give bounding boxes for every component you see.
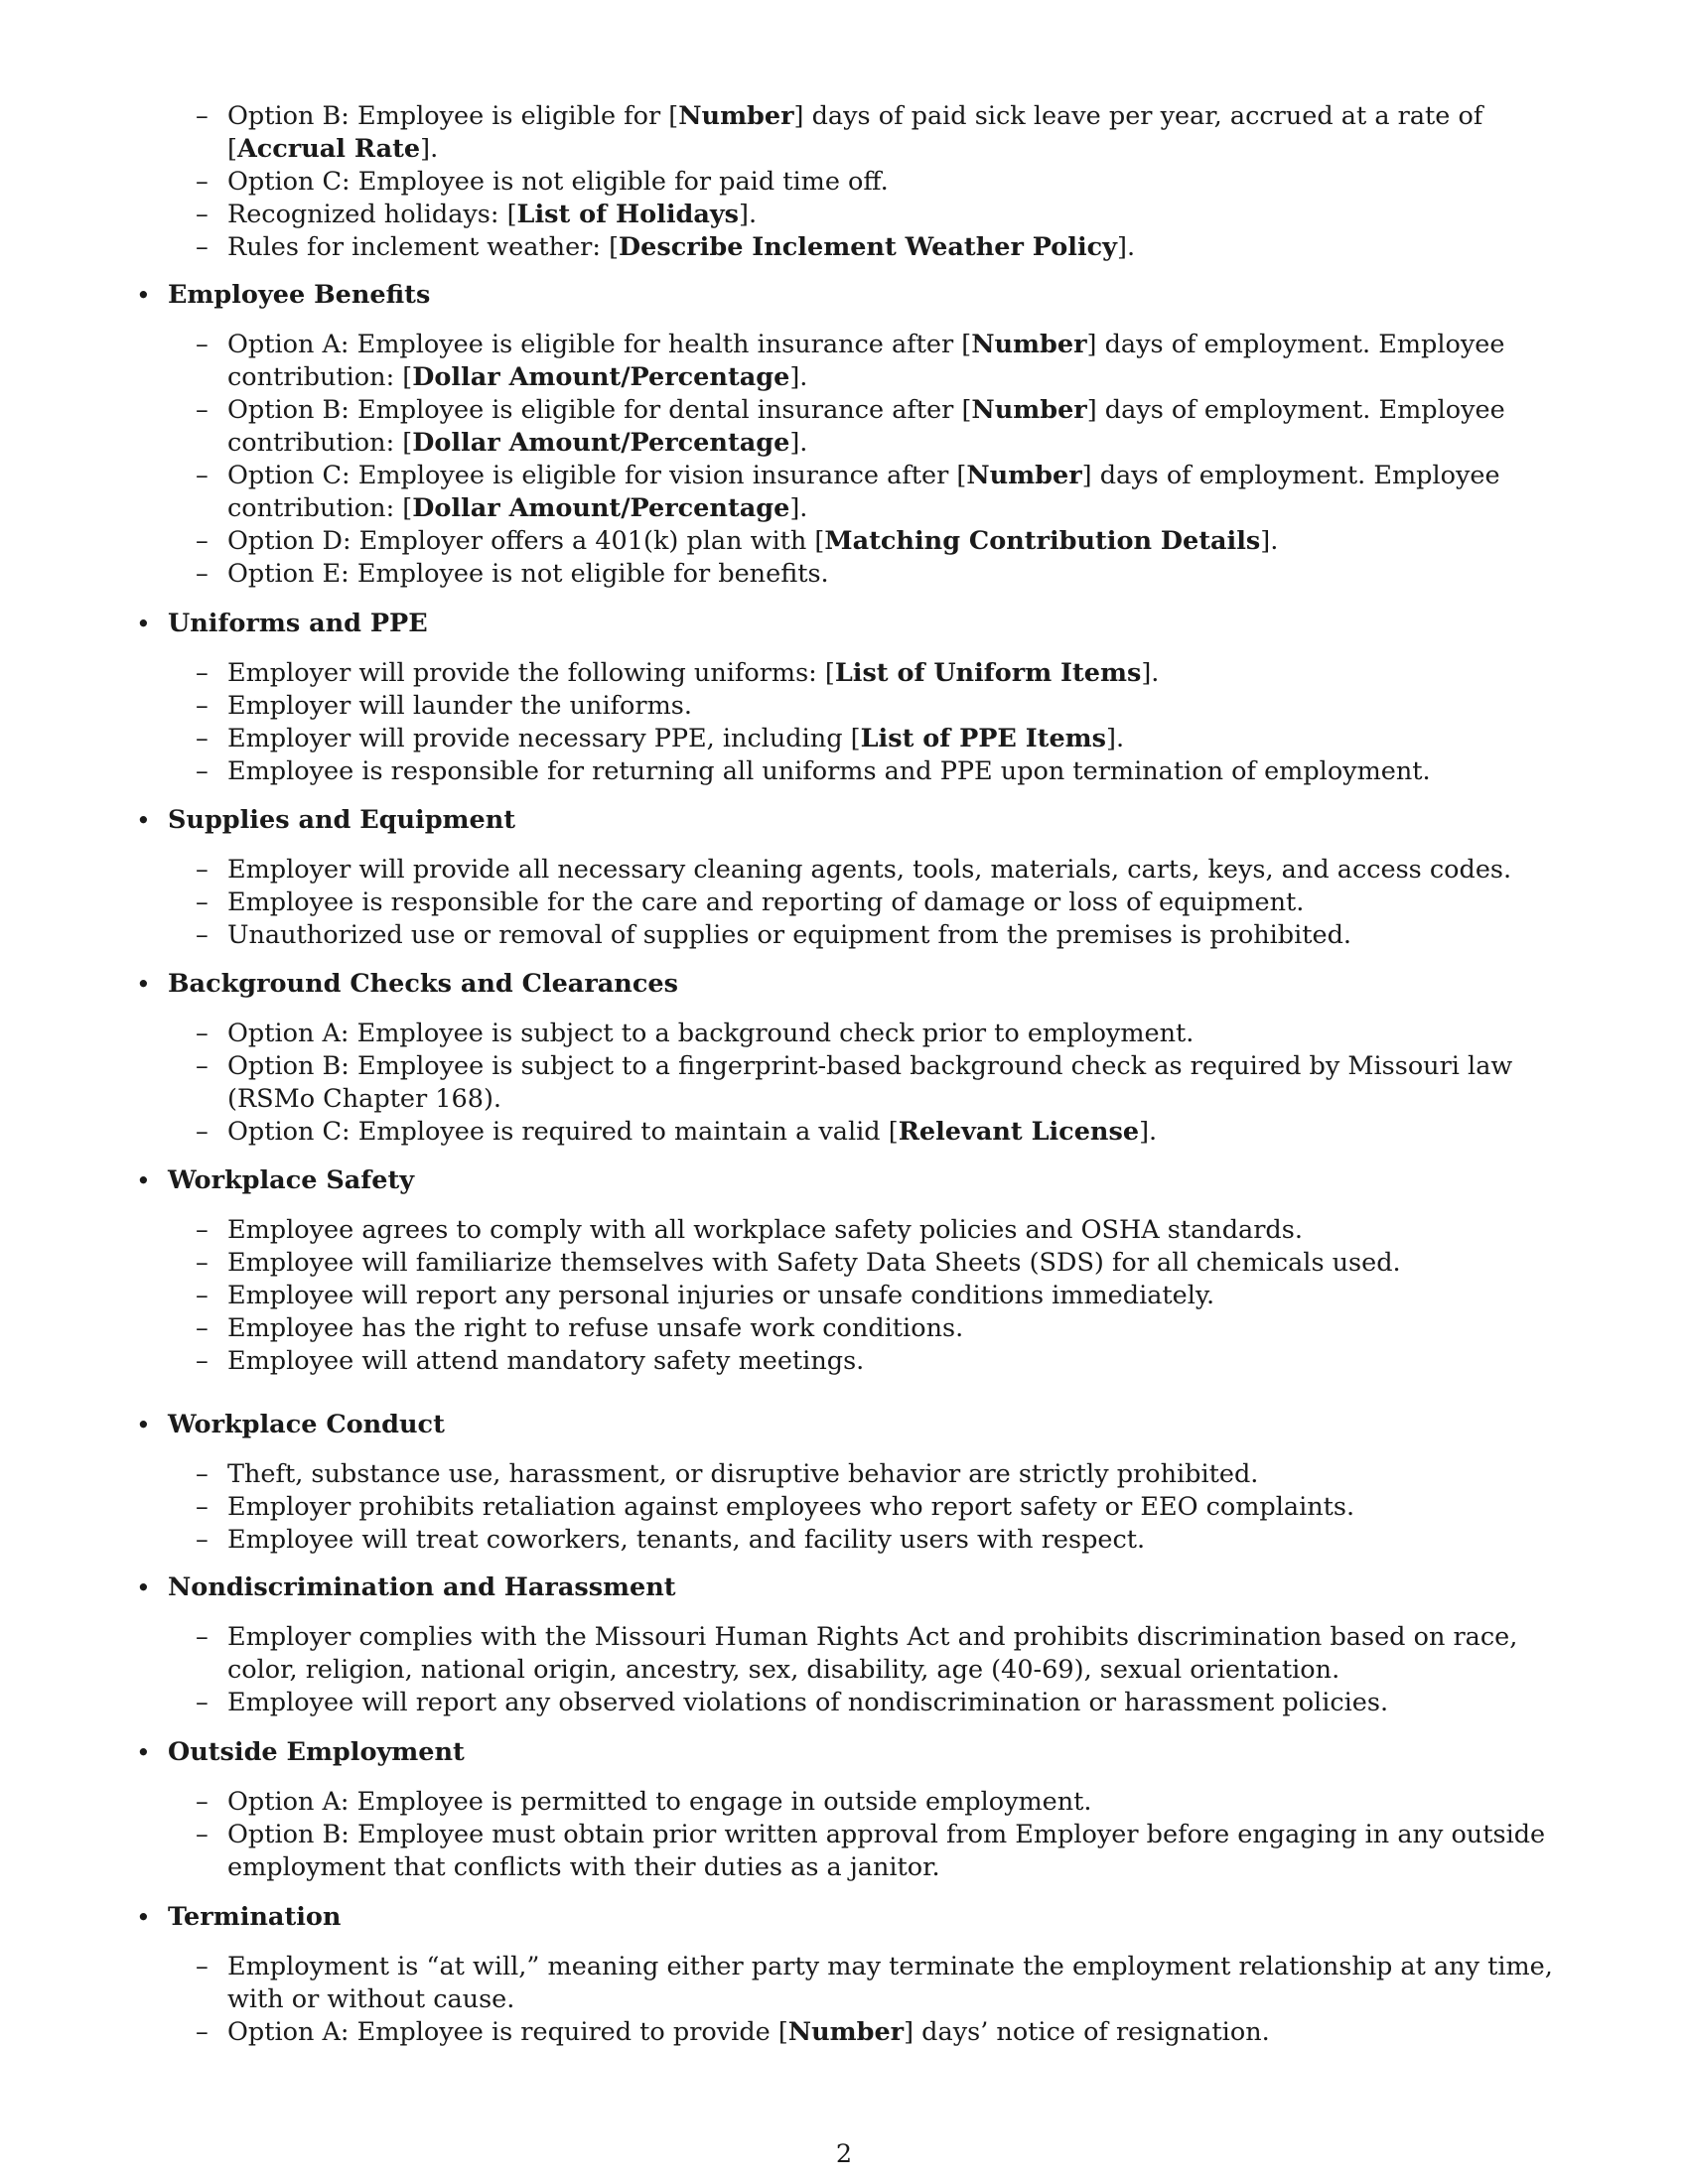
item-text: Employer will provide all necessary cleaning agents, tools, materials, carts, keys, and access codes.	[227, 855, 1512, 885]
dash-bullet-icon: –	[196, 920, 209, 950]
dash-bullet-icon: –	[196, 1019, 209, 1048]
section-heading	[136, 279, 1589, 312]
placeholder-field: Dollar Amount/Percentage	[412, 493, 790, 523]
section-nondiscrimination	[136, 1571, 1589, 1719]
bullet-icon: •	[136, 610, 151, 638]
placeholder-field: Relevant License	[898, 1117, 1140, 1147]
section-workplace-safety	[136, 1164, 1589, 1378]
dash-bullet-icon: –	[196, 461, 209, 490]
section-workplace-conduct	[136, 1409, 1589, 1557]
dash-bullet-icon: –	[196, 1820, 209, 1849]
item-text: Employer prohibits retaliation against employees who report safety or EEO complaints.	[227, 1492, 1355, 1522]
placeholder-field: Number	[971, 330, 1087, 359]
list-item	[196, 1247, 1589, 1280]
dash-bullet-icon: –	[196, 1313, 209, 1343]
list-item	[196, 1491, 1589, 1524]
dash-bullet-icon: –	[196, 1787, 209, 1817]
dash-bullet-icon: –	[196, 395, 209, 425]
item-text: ].	[1106, 724, 1125, 753]
placeholder-field: List of Holidays	[516, 200, 740, 229]
item-text: Employee is responsible for returning all uniforms and PPE upon termination of employment.	[227, 756, 1431, 786]
section-heading	[136, 1164, 1589, 1197]
dash-bullet-icon: –	[196, 724, 209, 753]
section-heading	[136, 968, 1589, 1001]
list-item	[196, 2016, 1589, 2049]
item-text: ].	[789, 362, 808, 392]
section-uniforms	[136, 608, 1589, 788]
item-text: ].	[1141, 658, 1160, 688]
section-heading-text: Termination	[168, 1902, 342, 1932]
dash-bullet-icon: –	[196, 1952, 209, 1981]
dash-bullet-icon: –	[196, 658, 209, 688]
item-text: Option B: Employee is subject to a fingerprint-based background check as required by Missouri law (RSMo Chapter 168).	[227, 1051, 1513, 1114]
sub-item-list	[168, 1786, 1589, 1884]
section-heading	[136, 608, 1589, 640]
dash-bullet-icon: –	[196, 526, 209, 556]
item-text: Employee is responsible for the care and reporting of damage or loss of equipment.	[227, 887, 1305, 917]
bullet-icon: •	[136, 1166, 151, 1195]
item-text: Option B: Employee is eligible for dental insurance after [	[227, 395, 972, 425]
placeholder-field: Number	[678, 101, 794, 131]
section-heading	[136, 804, 1589, 837]
item-text: ].	[1117, 232, 1136, 262]
item-text: Employee has the right to refuse unsafe work conditions.	[227, 1313, 964, 1343]
item-text: Rules for inclement weather: [	[227, 232, 620, 262]
section-item	[136, 1571, 1589, 1719]
list-item	[196, 1345, 1589, 1378]
section-item	[136, 968, 1589, 1149]
placeholder-field: Number	[966, 461, 1082, 490]
section-benefits	[136, 279, 1589, 591]
item-text: Option C: Employee is eligible for vision insurance after [	[227, 461, 967, 490]
dash-bullet-icon: –	[196, 167, 209, 197]
dash-bullet-icon: –	[196, 1248, 209, 1278]
placeholder-field: Accrual Rate	[236, 134, 421, 164]
dash-bullet-icon: –	[196, 101, 209, 131]
item-text: ] days’ notice of resignation.	[904, 2017, 1270, 2047]
section-item	[136, 1409, 1589, 1557]
list-item	[196, 1786, 1589, 1819]
item-text: ].	[739, 200, 758, 229]
item-text: Employee agrees to comply with all workplace safety policies and OSHA standards.	[227, 1215, 1303, 1245]
item-text: Employer will provide necessary PPE, including [	[227, 724, 861, 753]
page-number: 2	[835, 2139, 853, 2169]
dash-bullet-icon: –	[196, 1525, 209, 1555]
section-item	[136, 1901, 1589, 2049]
dash-bullet-icon: –	[196, 1688, 209, 1717]
item-text: Option E: Employee is not eligible for benefits.	[227, 559, 829, 589]
item-text: Employee will attend mandatory safety meetings.	[227, 1346, 865, 1376]
item-text: Employee will report any personal injuries or unsafe conditions immediately.	[227, 1281, 1215, 1310]
section-item	[136, 804, 1589, 952]
item-text: Option A: Employee is required to provide [	[227, 2017, 788, 2047]
list-item	[196, 1621, 1589, 1687]
bullet-icon: •	[136, 1903, 151, 1932]
section-heading-text: Supplies and Equipment	[168, 805, 516, 835]
section-heading-text: Background Checks and Clearances	[168, 969, 678, 999]
section-heading-text: Nondiscrimination and Harassment	[168, 1572, 676, 1602]
item-text: Employment is “at will,” meaning either party may terminate the employment relationship at any time, with or without cause.	[227, 1952, 1553, 2014]
section-heading-text: Uniforms and PPE	[168, 609, 428, 638]
list-item	[196, 460, 1589, 525]
placeholder-field: List of PPE Items	[860, 724, 1107, 753]
section-heading-text: Workplace Conduct	[168, 1410, 445, 1439]
section-heading	[136, 1736, 1589, 1769]
list-item	[196, 854, 1589, 887]
section-item	[136, 279, 1589, 591]
list-item	[196, 723, 1589, 755]
list-item	[196, 1458, 1589, 1491]
placeholder-field: List of Uniform Items	[834, 658, 1142, 688]
item-text: Unauthorized use or removal of supplies or equipment from the premises is prohibited.	[227, 920, 1352, 950]
list-item	[196, 558, 1589, 591]
item-text: Theft, substance use, harassment, or disruptive behavior are strictly prohibited.	[227, 1459, 1259, 1489]
sub-item-list	[168, 854, 1589, 952]
bullet-icon: •	[136, 1738, 151, 1767]
list-item	[196, 1687, 1589, 1719]
list-item	[196, 1018, 1589, 1050]
section-item	[136, 608, 1589, 788]
item-text: Option D: Employer offers a 401(k) plan with [	[227, 526, 825, 556]
section-heading-text: Employee Benefits	[168, 280, 431, 310]
section-outside-employment	[136, 1736, 1589, 1884]
dash-bullet-icon: –	[196, 691, 209, 721]
item-text: Employee will report any observed violations of nondiscrimination or harassment policies.	[227, 1688, 1389, 1717]
dash-bullet-icon: –	[196, 1492, 209, 1522]
list-item	[196, 166, 1589, 199]
sub-item-list	[168, 1018, 1589, 1149]
placeholder-field: Matching Contribution Details	[824, 526, 1261, 556]
placeholder-field: Number	[787, 2017, 905, 2047]
item-text: Option C: Employee is required to maintain a valid [	[227, 1117, 899, 1147]
section-heading	[136, 1901, 1589, 1934]
item-text: ].	[1260, 526, 1279, 556]
item-text: ] days of employment. Employee contribution: [	[227, 461, 1500, 523]
item-text: Option C: Employee is not eligible for paid time off.	[227, 167, 889, 197]
dash-bullet-icon: –	[196, 1215, 209, 1245]
dash-bullet-icon: –	[196, 559, 209, 589]
list-item	[196, 657, 1589, 690]
dash-bullet-icon: –	[196, 1459, 209, 1489]
placeholder-field: Number	[971, 395, 1087, 425]
placeholder-field: Describe Inclement Weather Policy	[619, 232, 1117, 262]
bullet-icon: •	[136, 1573, 151, 1602]
list-item	[196, 1951, 1589, 2016]
list-item	[196, 100, 1589, 166]
dash-bullet-icon: –	[196, 1051, 209, 1081]
list-item	[196, 690, 1589, 723]
item-text: ].	[789, 493, 808, 523]
list-item	[196, 394, 1589, 460]
item-text: Employee will familiarize themselves with Safety Data Sheets (SDS) for all chemicals used.	[227, 1248, 1401, 1278]
section-heading-text: Outside Employment	[168, 1737, 465, 1767]
list-item	[196, 1116, 1589, 1149]
section-item	[136, 1736, 1589, 1884]
bullet-icon: •	[136, 806, 151, 835]
list-item	[196, 525, 1589, 558]
item-text: Option A: Employee is eligible for health insurance after [	[227, 330, 972, 359]
list-item	[196, 887, 1589, 919]
sub-item-list	[168, 1621, 1589, 1719]
sub-item-list	[168, 657, 1589, 788]
dash-bullet-icon: –	[196, 2017, 209, 2047]
dash-bullet-icon: –	[196, 1281, 209, 1310]
item-text: Employer will launder the uniforms.	[227, 691, 692, 721]
item-text: Option A: Employee is permitted to engage in outside employment.	[227, 1787, 1092, 1817]
list-item	[196, 1280, 1589, 1312]
item-text: ].	[789, 428, 808, 458]
bullet-icon: •	[136, 1411, 151, 1439]
item-text: ] days of employment. Employee contribution: [	[227, 330, 1505, 392]
placeholder-field: Dollar Amount/Percentage	[412, 362, 790, 392]
dash-bullet-icon: –	[196, 887, 209, 917]
section-heading-text: Workplace Safety	[168, 1165, 415, 1195]
item-text: Employer will provide the following uniforms: [	[227, 658, 835, 688]
section-termination	[136, 1901, 1589, 2049]
dash-bullet-icon: –	[196, 1117, 209, 1147]
sub-item-list	[168, 1214, 1589, 1378]
item-text: Option B: Employee is eligible for [	[227, 101, 679, 131]
sub-item-list	[168, 1951, 1589, 2049]
section-heading	[136, 1409, 1589, 1441]
continued-item-list	[196, 100, 1589, 264]
item-text: Recognized holidays: [	[227, 200, 517, 229]
item-text: ] days of employment. Employee contribution: [	[227, 395, 1505, 458]
section-supplies	[136, 804, 1589, 952]
item-text: Option B: Employee must obtain prior written approval from Employer before engaging in any outside employment that conflicts with their duties as a janitor.	[227, 1820, 1546, 1882]
list-item	[196, 329, 1589, 394]
bullet-icon: •	[136, 281, 151, 310]
list-item	[196, 1312, 1589, 1345]
list-item	[196, 1819, 1589, 1884]
list-item	[196, 199, 1589, 231]
item-text: ].	[420, 134, 439, 164]
dash-bullet-icon: –	[196, 200, 209, 229]
list-item	[196, 1050, 1589, 1116]
sub-item-list	[168, 1458, 1589, 1557]
dash-bullet-icon: –	[196, 1346, 209, 1376]
dash-bullet-icon: –	[196, 756, 209, 786]
list-item	[196, 231, 1589, 264]
dash-bullet-icon: –	[196, 330, 209, 359]
list-item	[196, 1214, 1589, 1247]
sub-item-list	[168, 329, 1589, 591]
placeholder-field: Dollar Amount/Percentage	[412, 428, 790, 458]
section-item	[136, 1164, 1589, 1378]
dash-bullet-icon: –	[196, 232, 209, 262]
item-text: Employee will treat coworkers, tenants, and facility users with respect.	[227, 1525, 1146, 1555]
item-text: Employer complies with the Missouri Human Rights Act and prohibits discrimination based on race, color, religion, national origin, ancestry, sex, disability, age (40-69), sexual orientation.	[227, 1622, 1518, 1685]
dash-bullet-icon: –	[196, 1622, 209, 1652]
item-text: ].	[1139, 1117, 1158, 1147]
item-text: Option A: Employee is subject to a background check prior to employment.	[227, 1019, 1195, 1048]
list-item	[196, 919, 1589, 952]
bullet-icon: •	[136, 970, 151, 999]
dash-bullet-icon: –	[196, 855, 209, 885]
list-item	[196, 755, 1589, 788]
list-item	[196, 1524, 1589, 1557]
item-text: ] days of paid sick leave per year, accrued at a rate of [	[227, 101, 1483, 164]
section-heading	[136, 1571, 1589, 1604]
section-background-checks	[136, 968, 1589, 1149]
